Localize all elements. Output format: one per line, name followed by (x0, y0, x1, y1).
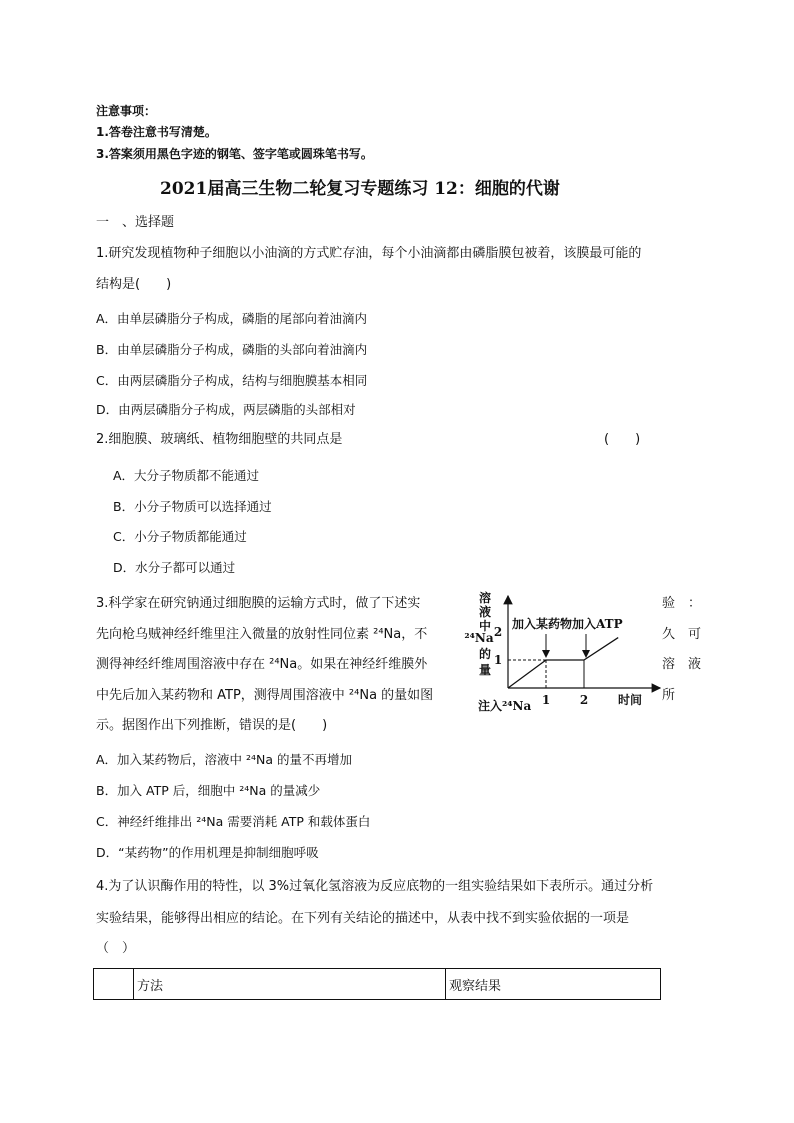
notice-heading: 注意事项： (96, 104, 157, 118)
q4-answer-paren: （ ） (96, 941, 136, 956)
q3-option-d: D．“某药物”的作用机理是抑制细胞呼吸 (96, 845, 319, 860)
q3-stem-right: 久 可 (662, 627, 702, 642)
y-axis-label-char: 的 (478, 647, 492, 661)
q3-stem-right: 验 ： (662, 596, 702, 611)
q3-option-b: B．加入 ATP 后，细胞中 ²⁴Na 的量减少 (96, 783, 321, 798)
section-heading: 一 、选择题 (96, 215, 175, 230)
notice-item: 3.答案须用黑色字迹的钢笔、签字笔或圆珠笔书写。 (96, 147, 373, 161)
q1-stem: 结构是( ) (96, 277, 172, 292)
y-axis-label-char: 液 (478, 605, 492, 619)
chart-annotation: 加入某药物加入ATP (512, 617, 623, 631)
q2-stem: 2.细胞膜、玻璃纸、植物细胞壁的共同点是 (96, 432, 343, 447)
q3-option-c: C．神经纤维排出 ²⁴Na 需要消耗 ATP 和载体蛋白 (96, 814, 371, 829)
q2-option-c: C．小分子物质都能通过 (113, 529, 247, 544)
q3-stem-line: 示。据图作出下列推断，错误的是( ) (96, 718, 328, 733)
x-axis-label: 时间 (617, 693, 643, 707)
q1-option-a: A．由单层磷脂分子构成，磷脂的尾部向着油滴内 (96, 311, 368, 326)
q3-stem-line: 中先后加入某药物和 ATP，测得周围溶液中 ²⁴Na 的量如图 (96, 688, 434, 703)
q4-stem: 实验结果，能够得出相应的结论。在下列有关结论的描述中，从表中找不到实验依据的一项是 (96, 911, 630, 926)
y-tick-label: 1 (493, 653, 503, 667)
q3-stem-right: 溶 液 (662, 657, 702, 672)
table-header-cell (94, 969, 134, 1000)
table-header-cell: 观察结果 (446, 969, 661, 1000)
q3-stem-line: 3.科学家在研究钠通过细胞膜的运输方式时，做了下述实 (96, 596, 421, 611)
q4-stem: 4.为了认识酶作用的特性，以 3%过氧化氢溶液为反应底物的一组实验结果如下表所示。通过分析 (96, 879, 654, 894)
q4-table (93, 968, 661, 1000)
sodium-chart (464, 588, 668, 718)
q1-stem: 1.研究发现植物种子细胞以小油滴的方式贮存油，每个小油滴都由磷脂膜包被着，该膜最可能的 (96, 246, 642, 261)
y-tick-label: 2 (493, 625, 503, 639)
table-header-cell: 方法 (134, 969, 446, 1000)
y-axis-label-char: 溶 (478, 591, 492, 605)
q2-option-a: A．大分子物质都不能通过 (113, 468, 260, 483)
y-axis-label-char: ²⁴Na (464, 631, 494, 645)
q1-option-d: D．由两层磷脂分子构成，两层磷脂的头部相对 (96, 402, 356, 417)
q3-stem-line: 先向枪乌贼神经纤维里注入微量的放射性同位素 ²⁴Na，不 (96, 627, 428, 642)
q3-option-a: A．加入某药物后，溶液中 ²⁴Na 的量不再增加 (96, 752, 353, 767)
q1-option-c: C．由两层磷脂分子构成，结构与细胞膜基本相同 (96, 373, 368, 388)
q2-option-d: D．水分子都可以通过 (113, 560, 236, 575)
y-axis-label-char: 量 (478, 663, 492, 677)
y-axis-label-char: 中 (478, 619, 492, 633)
x-tick-label: 2 (579, 693, 589, 707)
origin-label: 注入²⁴Na (478, 699, 532, 713)
page-title: 2021届高三生物二轮复习专题练习 12：细胞的代谢 (160, 179, 560, 199)
q3-stem-line: 测得神经纤维周围溶液中存在 ²⁴Na。如果在神经纤维膜外 (96, 657, 428, 672)
q2-answer-paren: ( ) (604, 432, 641, 447)
q1-option-b: B．由单层磷脂分子构成，磷脂的头部向着油滴内 (96, 342, 368, 357)
table-row (94, 969, 661, 1000)
notice-item: 1.答卷注意书写清楚。 (96, 125, 217, 139)
x-tick-label: 1 (541, 693, 551, 707)
q2-option-b: B．小分子物质可以选择通过 (113, 499, 272, 514)
series-line (508, 638, 618, 688)
q3-stem-right: 所 (662, 688, 676, 703)
